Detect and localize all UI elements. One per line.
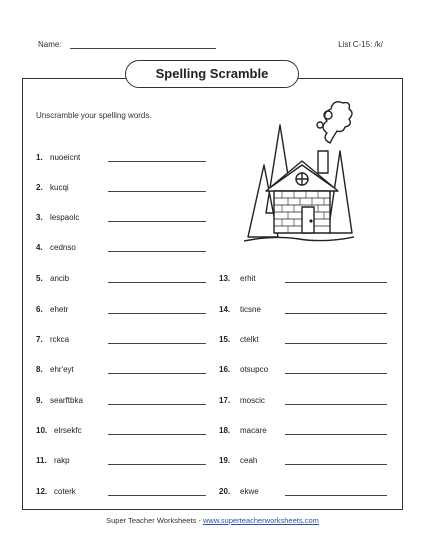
item-number: 2. xyxy=(36,183,43,192)
answer-line[interactable] xyxy=(285,282,387,283)
scrambled-word: elrsekfc xyxy=(54,426,82,435)
instructions: Unscramble your spelling words. xyxy=(36,111,152,120)
item-number: 16. xyxy=(219,365,231,374)
item-number: 18. xyxy=(219,426,231,435)
item-number: 15. xyxy=(219,335,231,344)
footer xyxy=(0,516,425,525)
scrambled-word: ehr'eyt xyxy=(50,365,74,374)
item-number: 1. xyxy=(36,153,43,162)
scrambled-word: otsupco xyxy=(240,365,269,374)
footer-text: Super Teacher Worksheets - xyxy=(106,516,203,525)
answer-line[interactable] xyxy=(108,191,206,192)
answer-line[interactable] xyxy=(285,373,387,374)
answer-line[interactable] xyxy=(285,404,387,405)
scrambled-word: coterk xyxy=(54,487,76,496)
scrambled-word: lespaolc xyxy=(50,213,80,222)
answer-line[interactable] xyxy=(108,373,206,374)
item-number: 9. xyxy=(36,396,43,405)
scrambled-word: macare xyxy=(240,426,267,435)
item-number: 10. xyxy=(36,426,48,435)
item-number: 12. xyxy=(36,487,48,496)
scrambled-word: cednso xyxy=(50,243,76,252)
answer-line[interactable] xyxy=(108,434,206,435)
answer-line[interactable] xyxy=(285,495,387,496)
answer-line[interactable] xyxy=(108,313,206,314)
answer-line[interactable] xyxy=(108,221,206,222)
answer-line[interactable] xyxy=(108,251,206,252)
scrambled-word: ctelkt xyxy=(240,335,259,344)
item-number: 7. xyxy=(36,335,43,344)
item-number: 19. xyxy=(219,456,231,465)
answer-line[interactable] xyxy=(285,434,387,435)
scrambled-word: moscic xyxy=(240,396,265,405)
scrambled-word: nuoeicnt xyxy=(50,153,81,162)
answer-line[interactable] xyxy=(108,161,206,162)
scrambled-word: kucqi xyxy=(50,183,69,192)
answer-line[interactable] xyxy=(108,464,206,465)
answer-line[interactable] xyxy=(285,343,387,344)
answer-line[interactable] xyxy=(285,313,387,314)
scrambled-word: ceah xyxy=(240,456,258,465)
item-number: 20. xyxy=(219,487,231,496)
page-title: Spelling Scramble xyxy=(125,60,299,88)
scrambled-word: rckca xyxy=(50,335,70,344)
item-number: 11. xyxy=(36,456,47,465)
answer-line[interactable] xyxy=(108,404,206,405)
scrambled-word: erhit xyxy=(240,274,256,283)
name-line[interactable] xyxy=(70,48,216,49)
answer-line[interactable] xyxy=(108,343,206,344)
item-number: 17. xyxy=(219,396,231,405)
item-number: 14. xyxy=(219,305,231,314)
scrambled-word: ancib xyxy=(50,274,70,283)
scrambled-word: searftbka xyxy=(50,396,83,405)
item-number: 3. xyxy=(36,213,43,222)
answer-line[interactable] xyxy=(108,282,206,283)
item-number: 4. xyxy=(36,243,43,252)
item-number: 8. xyxy=(36,365,43,374)
scrambled-word: ekwe xyxy=(240,487,259,496)
item-number: 6. xyxy=(36,305,43,314)
answer-line[interactable] xyxy=(285,464,387,465)
scrambled-word: ticsne xyxy=(240,305,261,314)
scrambled-word: rakp xyxy=(54,456,70,465)
item-number: 5. xyxy=(36,274,43,283)
cabin-with-trees-icon xyxy=(244,95,354,247)
answer-line[interactable] xyxy=(108,495,206,496)
list-label: List C-15: /k/ xyxy=(338,40,383,49)
name-label: Name: xyxy=(38,40,62,49)
footer-link[interactable]: www.superteacherworksheets.com xyxy=(202,516,319,525)
item-number: 13. xyxy=(219,274,231,283)
scrambled-word: ehetr xyxy=(50,305,69,314)
